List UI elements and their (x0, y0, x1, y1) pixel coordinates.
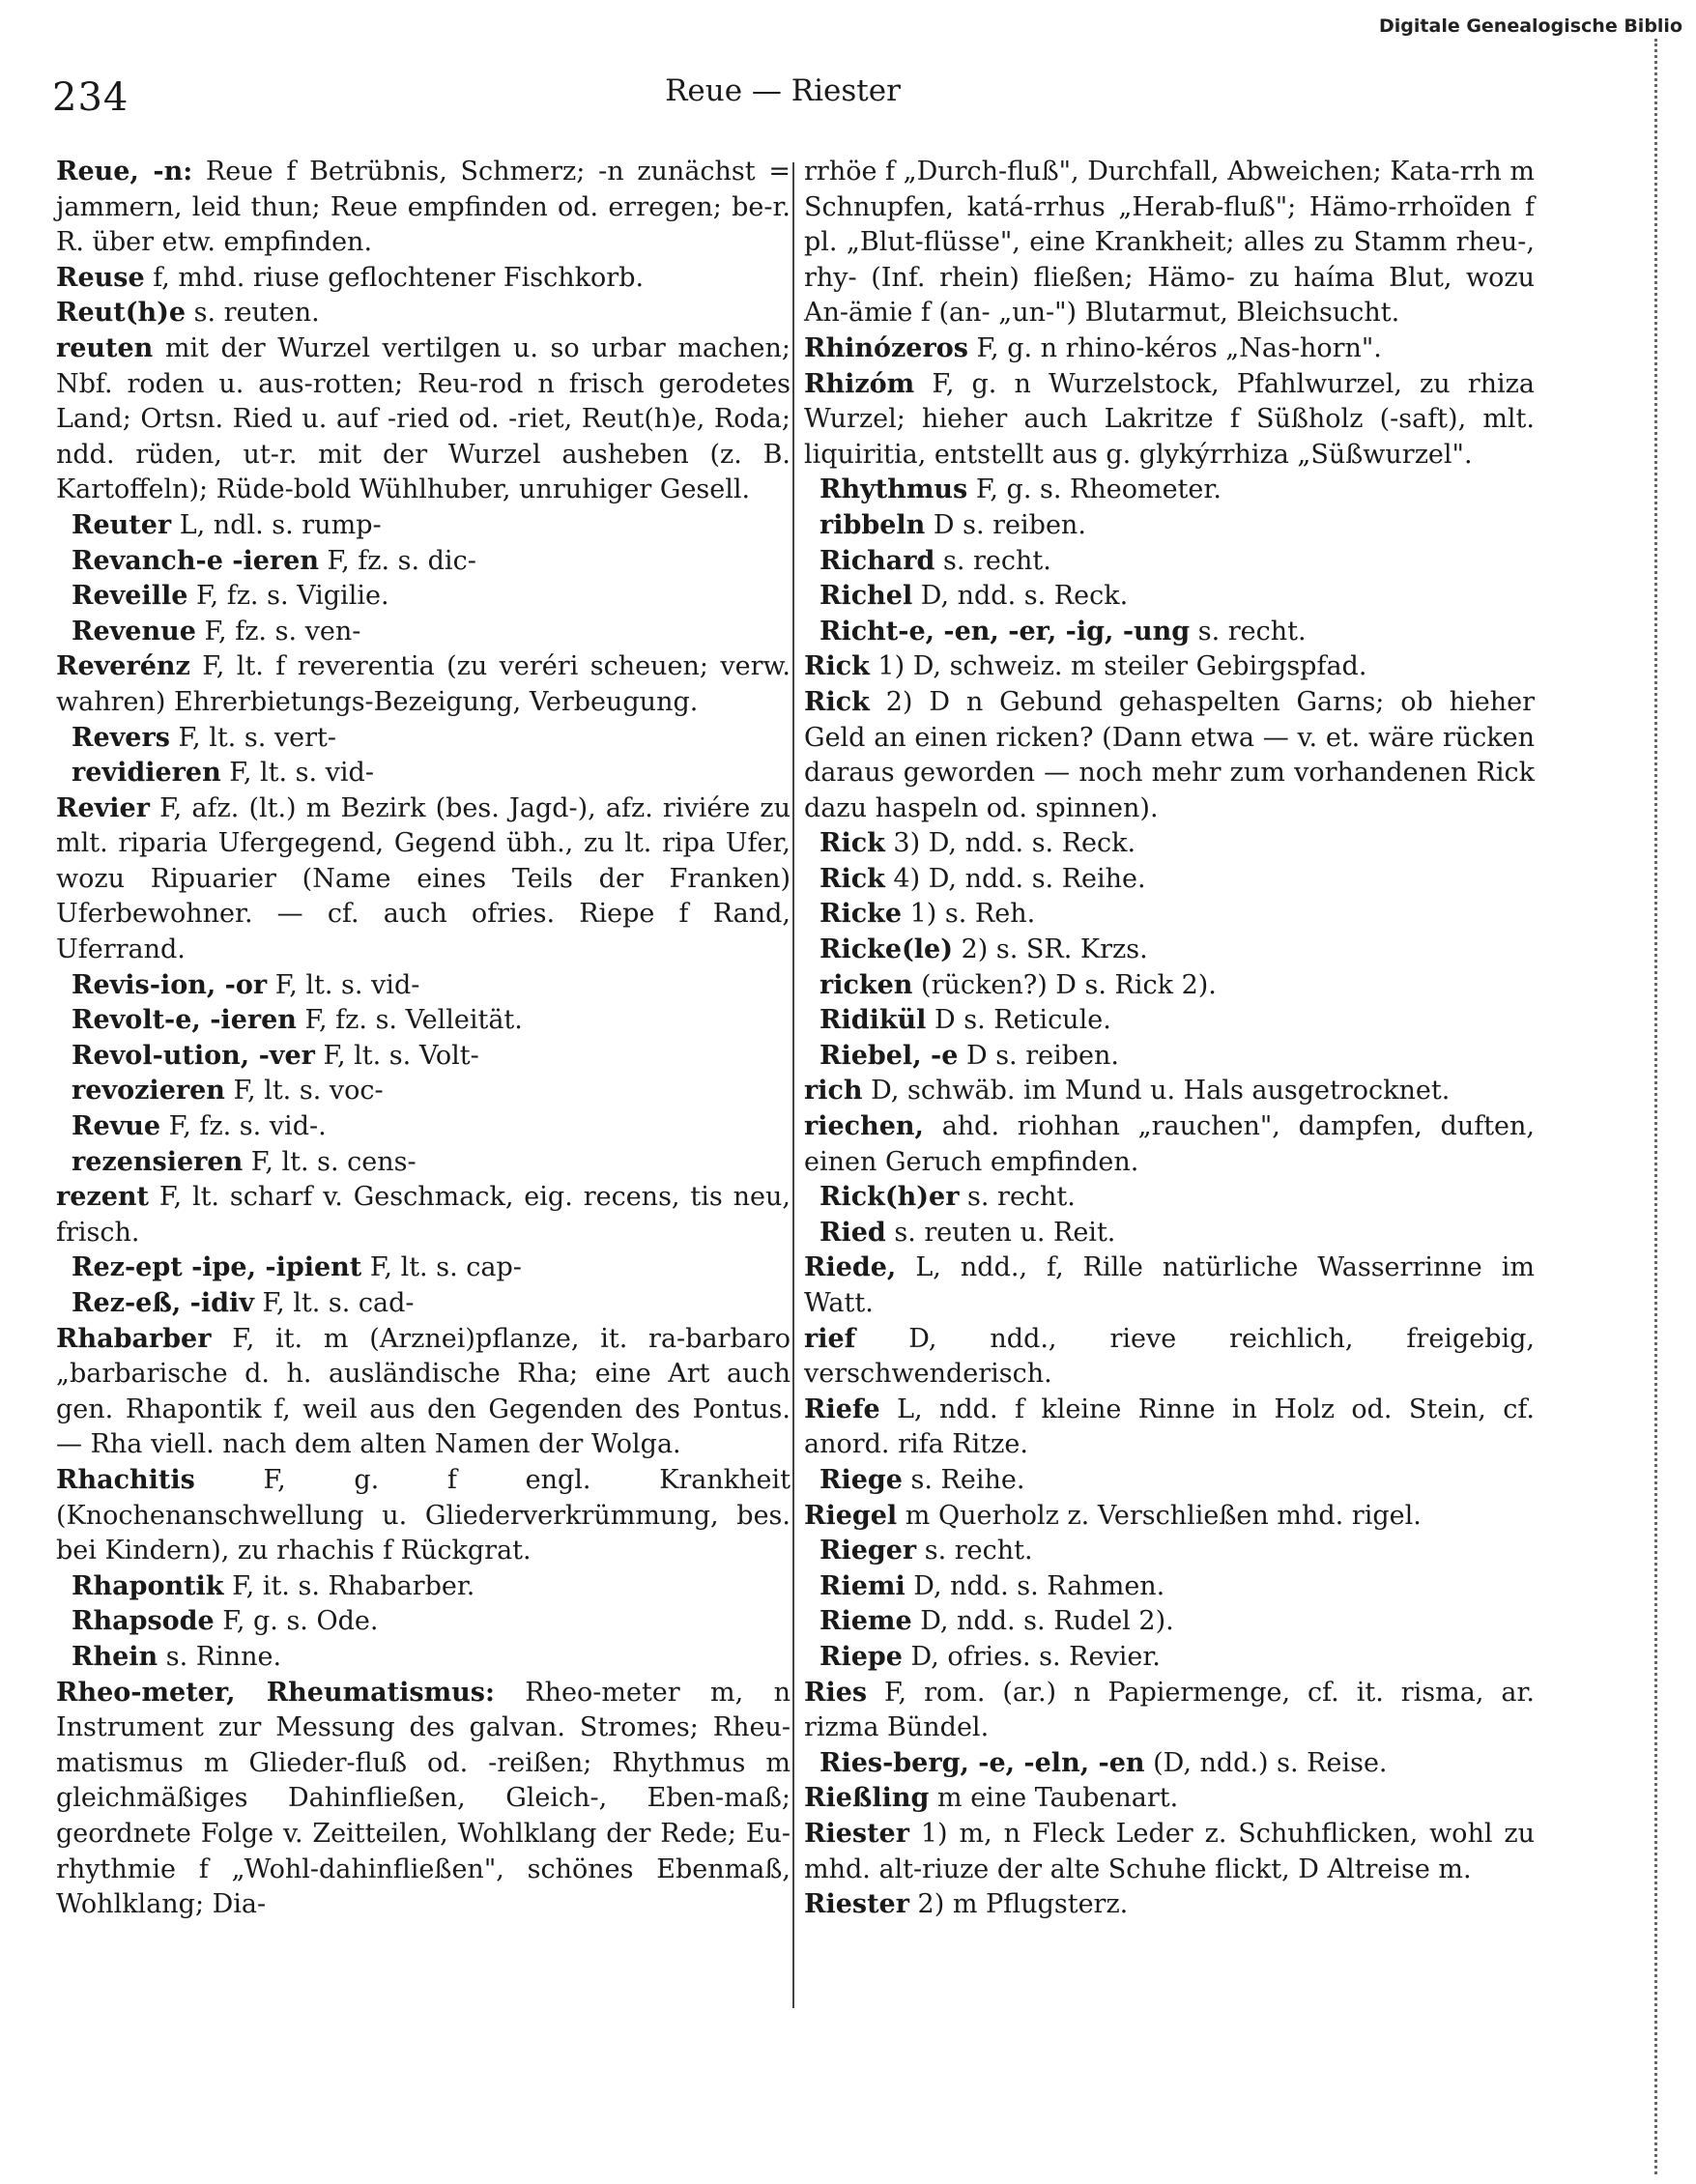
dictionary-entry (804, 1887, 1535, 1923)
entry-text: F, rom. (ar.) n Papiermenge, cf. it. risma, ar. rizma Bündel. (804, 1677, 1535, 1743)
entry-text: F, fz. s. vid-. (160, 1111, 327, 1142)
dictionary-entry (804, 826, 1535, 862)
dictionary-entry (56, 1074, 791, 1109)
entry-headword: Revol-ution, -ver (72, 1040, 315, 1071)
entry-text: D s. reiben. (958, 1040, 1119, 1071)
dictionary-entry (804, 1074, 1535, 1109)
dictionary-entry (804, 1322, 1535, 1393)
entry-headword: Revolt-e, -ieren (72, 1005, 297, 1036)
left-column (56, 155, 791, 1923)
entry-headword: Reut(h)e (56, 298, 187, 329)
entry-headword: Ried (819, 1217, 886, 1248)
entry-text: s. recht. (916, 1536, 1033, 1566)
dictionary-entry (804, 579, 1535, 615)
dictionary-entry (56, 1039, 791, 1075)
entry-headword: Reuter (72, 509, 172, 540)
entry-headword: riechen, (804, 1111, 924, 1142)
entry-headword: reuten (56, 332, 154, 363)
entry-headword: Reue, -n: (56, 157, 193, 187)
entry-text: F, lt. s. vid- (267, 969, 420, 1000)
dictionary-entry (804, 1676, 1535, 1746)
entry-headword: Riefe (804, 1394, 880, 1424)
entry-headword: Riemi (819, 1570, 905, 1601)
entry-text: F, lt. s. cens- (243, 1146, 417, 1177)
entry-text: D, ndd. s. Reck. (912, 581, 1129, 612)
running-head: Reue — Riester (665, 73, 901, 108)
entry-text: D, schwäb. im Mund u. Hals ausgetrocknet. (862, 1076, 1451, 1106)
entry-headword: Riester (804, 1889, 909, 1920)
entry-text: D, ndd. s. Rahmen. (905, 1570, 1165, 1601)
entry-text: F, fz. s. Vigilie. (187, 581, 389, 612)
dictionary-entry (804, 1039, 1535, 1075)
entry-text: F, it. s. Rhabarber. (223, 1570, 475, 1601)
entry-text: s. Rinne. (158, 1641, 282, 1672)
dictionary-entry (56, 1003, 791, 1039)
dictionary-entry (804, 1640, 1535, 1676)
entry-headword: Rhapontik (72, 1570, 224, 1601)
entry-text: m Querholz z. Verschließen mhd. rigel. (897, 1500, 1422, 1531)
entry-headword: Richard (819, 545, 935, 576)
entry-headword: Rhizóm (804, 368, 915, 399)
dictionary-entry (804, 331, 1535, 367)
dictionary-entry (804, 968, 1535, 1004)
dictionary-entry (56, 1180, 791, 1250)
entry-text: 1) s. Reh. (902, 899, 1036, 930)
dictionary-entry (804, 473, 1535, 508)
entry-headword: Rhythmus (819, 474, 968, 505)
dictionary-entry (804, 933, 1535, 968)
entry-text: F, g. n Wurzelstock, Pfahlwurzel, zu rhiza Wurzel; hieher auch Lakritze f Süßholz (-saft), mlt. liquiritia, entstellt aus g. glykýrrhiza „Süßwurzel". (804, 368, 1535, 470)
entry-text: s. recht. (959, 1182, 1076, 1213)
entry-headword: Riepe (819, 1641, 903, 1672)
dictionary-entry (56, 1322, 791, 1463)
entry-text: F, fz. s. Velleität. (296, 1005, 523, 1036)
entry-headword: Richt-e, -en, -er, -ig, -ung (819, 616, 1191, 647)
entry-text: s. recht. (934, 545, 1051, 576)
entry-headword: Reveille (72, 581, 188, 612)
entry-headword: Rieme (819, 1606, 912, 1637)
dictionary-entry (56, 1604, 791, 1640)
dictionary-entry (56, 1109, 791, 1145)
entry-text: D s. reiben. (925, 509, 1086, 540)
dictionary-entry (804, 544, 1535, 580)
dictionary-entry (56, 544, 791, 580)
entry-text: 1) D, schweiz. m steiler Gebirgspfad. (869, 651, 1367, 682)
entry-headword: rezensieren (72, 1146, 244, 1177)
entry-headword: Rick (804, 651, 870, 682)
entry-headword: Richel (819, 581, 913, 612)
entry-headword: Rhinózeros (804, 332, 968, 363)
dictionary-entry (56, 756, 791, 791)
entry-headword: Rick(h)er (819, 1182, 960, 1213)
dictionary-entry (56, 1676, 791, 1923)
entry-headword: Ricke (819, 899, 903, 930)
entry-text: 3) D, ndd. s. Reck. (884, 828, 1136, 859)
entry-text: Rheo-meter m, n Instrument zur Messung des galvan. Stromes; Rheu-matismus m Glieder-fluß od. -reißen; Rhythmus m gleichmäßiges Dahinfließen, Gleich-, Eben-maß; geordnete Folge v. Zeitteilen, Wohlklang der Rede; Eu-rhythmie f „Wohl-dahinfließen", schönes Ebenmaß, Wohlklang; Dia- (56, 1677, 791, 1920)
entry-headword: Ricke(le) (819, 934, 954, 965)
entry-text: (rücken?) D s. Rick 2). (912, 969, 1217, 1000)
entry-text: F, fz. s. dic- (318, 545, 476, 576)
entry-text: L, ndl. s. rump- (171, 509, 382, 540)
entry-headword: Rhein (72, 1641, 158, 1672)
entry-headword: Rhapsode (72, 1606, 215, 1637)
entry-text: F, g. f engl. Krankheit (Knochenanschwellung u. Gliederverkrümmung, bes. bei Kindern), zu rhachis f Rückgrat. (56, 1464, 791, 1566)
entry-headword: Rhabarber (56, 1323, 212, 1354)
dictionary-entry (804, 1534, 1535, 1569)
entry-headword: Reverénz (56, 651, 190, 682)
dictionary-entry (804, 1180, 1535, 1216)
entry-headword: Riebel, -e (819, 1040, 959, 1071)
entry-headword: Riede, (804, 1252, 897, 1283)
entry-headword: Ridikül (819, 1005, 927, 1036)
entry-text: 2) D n Gebund gehaspelten Garns; ob hieher Geld an einen ricken? (Dann etwa — v. et. wäre rücken daraus geworden — noch mehr zum vorhandenen Rick dazu haspeln od. spinnen). (804, 686, 1535, 823)
entry-headword: Revanch-e -ieren (72, 545, 319, 576)
dictionary-entry (804, 1250, 1535, 1321)
dictionary-entry (804, 155, 1535, 331)
dictionary-entry (804, 1216, 1535, 1251)
entry-headword: Revier (56, 792, 150, 823)
dictionary-entry (56, 721, 791, 757)
entry-headword: revidieren (72, 758, 221, 789)
entry-headword: rezent (56, 1182, 150, 1213)
dictionary-entry (56, 261, 791, 297)
dictionary-entry (804, 1499, 1535, 1535)
entry-headword: ricken (819, 969, 913, 1000)
entry-text: rrhöe f „Durch-fluß", Durchfall, Abweichen; Kata-rrh m Schnupfen, katá-rrhus „Herab-fluß"; Hämo-rrhoïden f pl. „Blut-flüsse", eine Krankheit; alles zu Stamm rheu-, rhy- (Inf. rhein) fließen; Hämo- zu haíma Blut, wozu An-ämie f (an- „un-") Blutarmut, Bleichsucht. (804, 157, 1535, 329)
entry-headword: Riester (804, 1818, 909, 1849)
dictionary-entry (804, 897, 1535, 933)
entry-text: 2) m Pflugsterz. (908, 1889, 1129, 1920)
entry-text: mit der Wurzel vertilgen u. so urbar machen; Nbf. roden u. aus-rotten; Reu-rod n frisch gerodetes Land; Ortsn. Ried u. auf -ried od. -riet, Reut(h)e, Roda; ndd. rüden, ut-r. mit der Wurzel ausheben (z. B. Kartoffeln); Rüde-bold Wühlhuber, unruhiger Gesell. (56, 332, 791, 505)
entry-text: s. Reihe. (902, 1464, 1025, 1495)
entry-headword: rief (804, 1323, 856, 1354)
entry-text: F, it. m (Arznei)pflanze, it. ra-barbaro „barbarische d. h. ausländische Rha; eine Art auch gen. Rhapontik f, weil aus den Gegenden des Pontus. — Rha viell. nach dem alten Namen der Wolga. (56, 1323, 791, 1460)
entry-headword: rich (804, 1076, 863, 1106)
entry-text: s. reuten. (186, 298, 320, 329)
entry-headword: Rheo-meter, Rheumatismus: (56, 1677, 495, 1708)
entry-headword: ribbeln (819, 509, 926, 540)
right-column (804, 155, 1535, 1923)
entry-text: F, lt. s. vert- (169, 722, 336, 753)
dictionary-entry (56, 791, 791, 968)
entry-text: (D, ndd.) s. Reise. (1144, 1747, 1388, 1778)
dictionary-entry (56, 1286, 791, 1322)
dictionary-entry (804, 367, 1535, 474)
entry-headword: Rick (804, 686, 870, 717)
dictionary-entry (804, 1604, 1535, 1640)
entry-text: Reue f Betrübnis, Schmerz; -n zunächst = jammern, leid thun; Reue empfinden od. erregen; be-r. R. über etw. empfinden. (56, 157, 791, 258)
page-edge (1654, 39, 1657, 2174)
entry-headword: Riegel (804, 1500, 898, 1531)
entry-headword: Rießling (804, 1783, 930, 1814)
entry-text: s. reuten u. Reit. (885, 1217, 1116, 1248)
dictionary-entry (56, 155, 791, 261)
entry-text: D s. Reticule. (926, 1005, 1111, 1036)
entry-text: L, ndd. f kleine Rinne in Holz od. Stein, cf. anord. rifa Ritze. (804, 1394, 1535, 1460)
dictionary-entry (804, 1463, 1535, 1499)
entry-headword: Rez-eß, -idiv (72, 1288, 254, 1318)
dictionary-entry (804, 685, 1535, 826)
entry-text: F, g. s. Rheometer. (967, 474, 1222, 505)
dictionary-entry (804, 862, 1535, 898)
dictionary-entry (804, 649, 1535, 685)
dictionary-entry (56, 331, 791, 508)
entry-headword: Rhachitis (56, 1464, 195, 1495)
entry-headword: Revue (72, 1111, 161, 1142)
entry-headword: Rick (819, 863, 885, 894)
entry-text: F, afz. (lt.) m Bezirk (bes. Jagd-), afz. riviére zu mlt. riparia Ufergegend, Gegend übh., zu lt. ripa Ufer, wozu Ripuarier (Name eines Teils der Franken) Uferbewohner. — cf. auch ofries. Riepe f Rand, Uferrand. (56, 792, 791, 965)
dictionary-entry (804, 1109, 1535, 1180)
entry-text: F, lt. s. voc- (224, 1076, 384, 1106)
dictionary-entry (56, 968, 791, 1004)
entry-text: F, lt. scharf v. Geschmack, eig. recens, tis neu, frisch. (56, 1182, 791, 1248)
dictionary-entry (804, 615, 1535, 650)
entry-text: L, ndd., f, Rille natürliche Wasserrinne im Watt. (804, 1252, 1535, 1318)
entry-headword: Rieger (819, 1536, 917, 1566)
page-number: 234 (52, 75, 129, 120)
entry-text: F, lt. s. cap- (361, 1252, 522, 1283)
dictionary-entry (56, 1145, 791, 1181)
entry-text: 4) D, ndd. s. Reihe. (884, 863, 1146, 894)
entry-text: 2) s. SR. Krzs. (953, 934, 1148, 965)
dictionary-entry (56, 649, 791, 720)
entry-text: F, g. n rhino-kéros „Nas-horn". (967, 332, 1382, 363)
entry-text: F, lt. s. vid- (220, 758, 374, 789)
dictionary-entry (804, 1569, 1535, 1605)
dictionary-entry (56, 1463, 791, 1569)
dictionary-entry (56, 1250, 791, 1286)
entry-text: F, lt. s. Volt- (314, 1040, 479, 1071)
dictionary-entry (56, 1569, 791, 1605)
dictionary-entry (56, 615, 791, 650)
entry-headword: Ries (804, 1677, 868, 1708)
entry-text: F, lt. s. cad- (253, 1288, 415, 1318)
dictionary-entry (56, 1640, 791, 1676)
entry-text: D, ofries. s. Revier. (902, 1641, 1161, 1672)
entry-headword: Riege (819, 1464, 903, 1495)
entry-headword: Revenue (72, 616, 196, 647)
entry-headword: Rick (819, 828, 885, 859)
dictionary-entry (804, 1003, 1535, 1039)
entry-text: 1) m, n Fleck Leder z. Schuhflicken, wohl zu mhd. alt-riuze der alte Schuhe flickt, D Altreise m. (804, 1818, 1535, 1884)
entry-text: F, lt. f reverentia (zu veréri scheuen; verw. wahren) Ehrerbietungs-Bezeigung, Verbeugung. (56, 651, 791, 717)
dictionary-entry (804, 1781, 1535, 1817)
entry-text: D, ndd., rieve reichlich, freigebig, verschwenderisch. (804, 1323, 1535, 1390)
column-divider (792, 162, 794, 2008)
entry-headword: Ries-berg, -e, -eln, -en (819, 1747, 1145, 1778)
dictionary-entry (804, 1817, 1535, 1887)
entry-headword: Revis-ion, -or (72, 969, 268, 1000)
dictionary-entry (56, 508, 791, 544)
entry-headword: revozieren (72, 1076, 225, 1106)
watermark: Digitale Genealogische Biblio (1379, 15, 1682, 37)
entry-text: ahd. riohhan „rauchen", dampfen, duften, einen Geruch empfinden. (804, 1111, 1535, 1177)
dictionary-entry (56, 579, 791, 615)
entry-text: D, ndd. s. Rudel 2). (911, 1606, 1174, 1637)
entry-text: F, fz. s. ven- (195, 616, 361, 647)
entry-text: s. recht. (1190, 616, 1307, 647)
dictionary-entry (804, 1746, 1535, 1782)
entry-headword: Reuse (56, 262, 145, 293)
entry-text: f, mhd. riuse geflochtener Fischkorb. (144, 262, 645, 293)
entry-text: F, g. s. Ode. (214, 1606, 379, 1637)
entry-headword: Revers (72, 722, 170, 753)
dictionary-entry (804, 1393, 1535, 1463)
entry-text: m eine Taubenart. (929, 1783, 1179, 1814)
entry-headword: Rez-ept -ipe, -ipient (72, 1252, 362, 1283)
dictionary-entry (804, 508, 1535, 544)
dictionary-entry (56, 296, 791, 331)
